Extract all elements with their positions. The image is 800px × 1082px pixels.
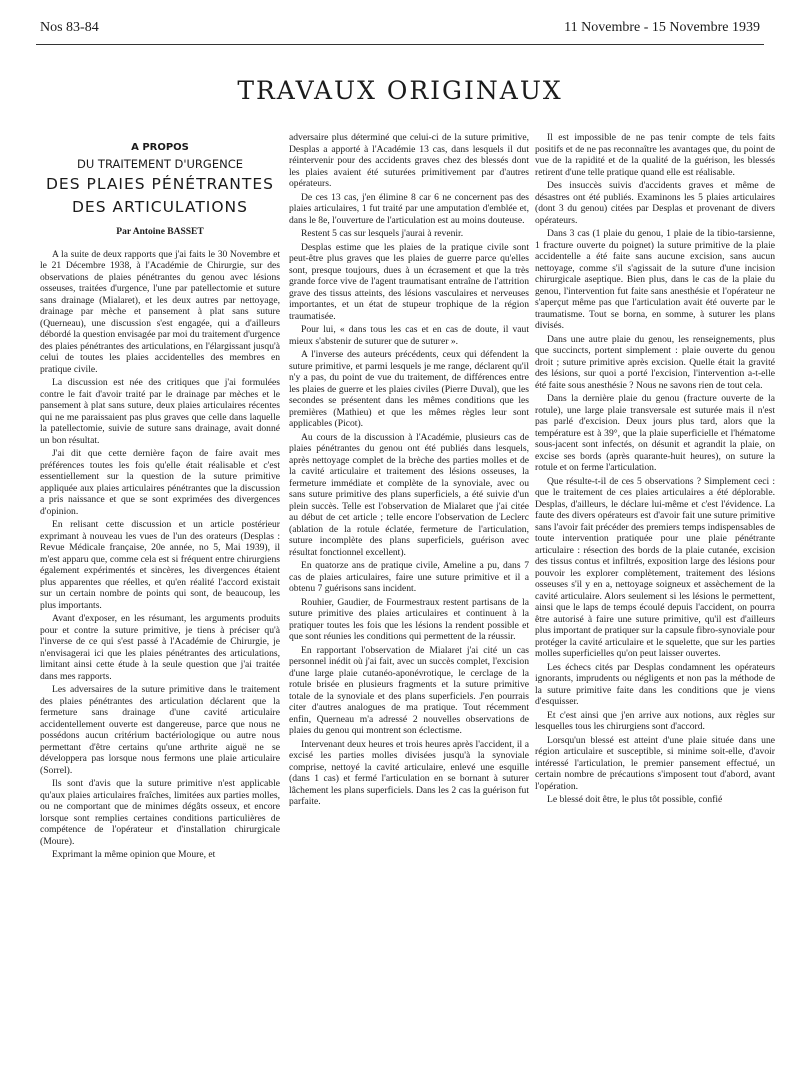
paragraph: Des insuccès suivis d'accidents graves et même de désastres ont été publiés. Examinons les 5 plaies articulaires (dont 3 du genou) citées par Desplas et provenant de divers opérateurs. <box>535 180 775 226</box>
paragraph: Au cours de la discussion à l'Académie, plusieurs cas de plaies pénétrantes du genou ont été publiés dans lesquels, après nettoyage complet de la brèche des parties molles et de la cavité articulaire et traitement des lésions osseuses, la fermeture immédiate et complète de la synoviale, avec ou sans suture primitive des plans superficiels, a été suivie d'un plein succès. Telle est l'observation de Mialaret que j'ai citée au début de cet article ; telle encore l'observation de Leclerc (ablation de la rotule éclatée, fermeture de l'articulation, suture incomplète des plans superficiels, guérison avec résultat fonctionnel excellent). <box>289 431 529 558</box>
column-2 <box>289 132 529 810</box>
paragraph: En rapportant l'observation de Mialaret j'ai cité un cas personnel inédit où j'ai fait, avec un succès complet, l'excision d'une large plaie cutanéo-aponévrotique, le cerclage de la rotule brisée en plusieurs fragments et la suture primitive totale de la synoviale et des plans superficiels. J'en pourrais citer d'autres analogues de ma pratique. Tout récemment enfin, Querneau m'a adressé 2 nouvelles observations de plaies du genou qui montrent son éclectisme. <box>289 644 529 736</box>
paragraph: Desplas estime que les plaies de la pratique civile sont peut-être plus graves que les plaies de guerre parce qu'elles sont, presque toujours, dues à un écrasement et que la très grande force vive de l'agent traumatisant entraîne de l'attrition grave des tissus atteints, des lésions vasculaires et nerveuses importantes, et un état de stupeur trophique de la région traumatisée. <box>289 241 529 322</box>
paragraph: Que résulte-t-il de ces 5 observations ? Simplement ceci : que le traitement de ces plaies articulaires a été déplorable. Desplas, d'ailleurs, le déclare lui-même et c'est l'évidence. La faute des divers opérateurs est d'avoir fait une suture primitive sans l'avoir fait précéder des premiers temps indispensables de toute intervention pratiquée pour une plaie pénétrante articulaire : résection des bords de la plaie cutanée, excision des tissus contus et infiltrés, exposition large des lésions pour pouvoir les explorer complètement, traitement des lésions osseuses s'il y en a, nettoyage soigneux et assèchement de la cavité articulaire. Alors seulement si les lésions le permettent, ainsi que le laps de temps écoulé depuis l'accident, on pourra être autorisé à faire une suture primitive, qu'il est d'ailleurs plus important de pratiquer sur la capsule fibro-synoviale pour protéger la cavité articulaire et le squelette, que sur les parties molles superficielles qu'on peut laisser ouvertes. <box>535 475 775 659</box>
issue-date: 11 Novembre - 15 Novembre 1939 <box>564 20 760 35</box>
paragraph: Exprimant la même opinion que Moure, et <box>52 849 216 860</box>
paragraph: Dans une autre plaie du genou, les renseignements, plus que succincts, portent simplement : plaie ouverte du genou droit ; suture primitive après excision. Quelle était la gravité des lésions, sur quoi a porté l'excision, l'intervention a-t-elle été faite sous anesthésie ? Nous ne savons rien de tout cela. <box>535 333 775 391</box>
paragraph: En quatorze ans de pratique civile, Ameline a pu, dans 7 cas de plaies articulaires, faire une suture primitive et il a obtenu 7 guérisons sans incident. <box>289 560 529 594</box>
paragraph: A l'inverse des auteurs précédents, ceux qui défendent la suture primitive, et parmi lesquels je me range, déclarent qu'il n'y a pas, du point de vue du traitement, de différences entre les plaies de guerre et les plaies civiles (Pierre Duval), que les secondes se présentent dans les mêmes conditions que les premières (Mathieu) et que les mêmes règles leur sont applicables (Picot). <box>289 349 529 429</box>
paragraph: Dans la dernière plaie du genou (fracture ouverte de la rotule), une large plaie transversale est suturée mais il n'est pas parlé d'excision. Deux jours plus tard, alors que la température est à 39°, que la plaie superficielle et l'hématome sous-jacent sont infectés, on désunit et agrandit la plaie, on excise ses bords (après quarante-huit heures), on suture la rotule et on ferme l'articulation. <box>535 393 775 473</box>
section-title: TRAVAUX ORIGINAUX <box>237 76 563 105</box>
paragraph: Avant d'exposer, en les résumant, les arguments produits pour et contre la suture primitive, je tiens à préciser qu'à l'inverse de ce qui s'est passé à l'Académie de Chirurgie, je n'envisagerai ici que les plaies pénétrantes des articulations, limitant ainsi cette étude à la seule question que j'ai traitée dans mes rapports. <box>40 613 280 682</box>
article-title-line-2: DES ARTICULATIONS <box>71 198 248 216</box>
paragraph: De ces 13 cas, j'en élimine 8 car 6 ne concernent pas des plaies articulaires, 1 fut traité par une amputation d'emblée et, dans le 8e, l'ouverture de l'articulation est au moins douteuse. <box>289 191 529 226</box>
paragraph: Les adversaires de la suture primitive dans le traitement des plaies pénétrantes des articulation déclarent que la fermeture sans drainage d'une cavité articulaire accidentellement ouverte est dangereuse, parce que nous ne possédons aucun critérium bactériologique ou autre nous permettant d'être certains qu'une arthrite aiguë ne se développera pas lorsque nous fermons une plaie articulaire (Sorrel). <box>40 684 280 776</box>
article-byline: Par Antoine BASSET <box>116 227 204 237</box>
paragraph: Intervenant deux heures et trois heures après l'accident, il a excisé les parties molles divisées jusqu'à la synoviale comprise, nettoyé la cavité articulaire, enlevé une esquille (dans 1 cas) et fermé l'articulation en se bornant à suturer lâchement les plans superficiels. Dans les 2 cas la guérison fut parfaite. <box>289 738 529 807</box>
article-heading <box>40 140 280 239</box>
paragraph: Les échecs cités par Desplas condamnent les opérateurs ignorants, imprudents ou négligents et non pas la méthode de la suture primitive faite dans les conditions que je viens d'esquisser. <box>535 661 775 707</box>
paragraph: La discussion est née des critiques que j'ai formulées contre le fait d'avoir traité par le drainage par mèches et le pansement à plat sans suture, deux plaies articulaires récentes qui ne me paraissaient pas plus graves que celle dans laquelle la patellectomie, suivie de suture sans drainage, avait donné un bon résultat. <box>40 377 280 446</box>
paragraph: En relisant cette discussion et un article postérieur exprimant à nouveau les vues de l'un des orateurs (Desplas : Revue Médicale française, 20e année, no 5, Mai 1939), il m'est apparu que, comme cela est si fréquent entre chirurgiens également expérimentés et sincères, les divergences étaient plus apparentes que réelles, et qu'en réalité l'accord existait sur un certain nombre de points qui sont, de beaucoup, les plus importants. <box>40 519 280 611</box>
paragraph: Restent 5 cas sur lesquels j'aurai à revenir. <box>301 228 464 239</box>
running-header <box>40 20 760 40</box>
paragraph: Lorsqu'un blessé est atteint d'une plaie située dans une région articulaire et susceptible, si minime soit-elle, d'avoir intéressé l'articulation, le premier pansement effectué, un certain nombre de précautions s'imposent tout d'abord, avant l'opération. <box>535 734 775 792</box>
paragraph: Pour lui, « dans tous les cas et en cas de doute, il vaut mieux s'abstenir de suturer que de suturer ». <box>289 324 529 347</box>
issue-number: Nos 83-84 <box>40 20 99 35</box>
column-1 <box>40 132 280 863</box>
paragraph: A la suite de deux rapports que j'ai faits le 30 Novembre et le 21 Décembre 1938, à l'Académie de Chirurgie, sur des observations de plaies pénétrantes du genou avec lésions osseuses, traitées d'urgence, l'une par patellectomie et suture sans drainage (Mialaret), et les deux autres par nettoyage, drainage par mèche et pansement à plat sans suture (Querneau), une discussion s'est engagée, qui a d'ailleurs débordé la question envisagée par moi du traitement d'urgence des plaies pénétrantes des articulations, en l'élargissant jusqu'à celui de toutes les plaies accidentelles des membres en pratique civile. <box>40 248 280 375</box>
article-kicker: A PROPOS <box>131 142 189 153</box>
paragraph: adversaire plus déterminé que celui-ci de la suture primitive, Desplas a apporté à l'Académie 13 cas, dans lesquels il dut réintervenir pour des accidents graves chez des blessés dont les plaies avaient été suturées primitivement par d'autres opérateurs. <box>289 132 529 189</box>
paragraph: Et c'est ainsi que j'en arrive aux notions, aux règles sur lesquelles tous les chirurgiens sont d'accord. <box>535 709 775 732</box>
paragraph: Rouhier, Gaudier, de Fourmestraux restent partisans de la suture primitive des plaies articulaires et continuent à la pratiquer toutes les fois que les lésions la rendent possible et que sont réunies les conditions qui permettent de la réussir. <box>289 596 529 642</box>
paragraph: Dans 3 cas (1 plaie du genou, 1 plaie de la tibio-tarsienne, 1 fracture ouverte du poignet) la suture primitive de la plaie accidentelle a été faite sans aucune excision, sans aucun nettoyage, comme s'il s'agissait de la suture d'une incision chirurgicale aseptique. Bien plus, dans le cas de la plaie du genou, l'intervention fut faite sans anesthésie et l'opérateur ne s'aperçut même pas que l'articulation avait été ouverte par le traumatisme. Tout se borna, en somme, à suturer les plans divisés. <box>535 228 775 331</box>
paragraph: Le blessé doit être, le plus tôt possible, confié <box>547 794 723 805</box>
header-rule <box>36 44 764 45</box>
paragraph: J'ai dit que cette dernière façon de faire avait mes préférences toutes les fois qu'elle était réalisable et c'est essentiellement sur la question de la suture primitive appliquée aux plaies articulaires pénétrantes que la discussion a pris naissance et que se sont exprimées des divergences d'opinion. <box>40 448 280 517</box>
article-title-line-1: DES PLAIES PÉNÉTRANTES <box>45 175 274 193</box>
article-subtitle: DU TRAITEMENT D'URGENCE <box>77 157 243 171</box>
paragraph: Ils sont d'avis que la suture primitive n'est applicable qu'aux plaies articulaires fraîches, limitées aux parties molles, ou ne comportant que de minimes dégâts osseux, et encore lorsque sont remplies certaines conditions particulières de compétence de l'opérateur et d'installation chirurgicale (Moure). <box>40 778 280 847</box>
paragraph: Il est impossible de ne pas tenir compte de tels faits positifs et de ne pas reconnaître les avantages que, du point de vue de la rapidité et de la qualité de la guérison, les blessés retirent d'une telle pratique quand elle est réalisable. <box>535 132 775 178</box>
column-3 <box>535 132 775 808</box>
